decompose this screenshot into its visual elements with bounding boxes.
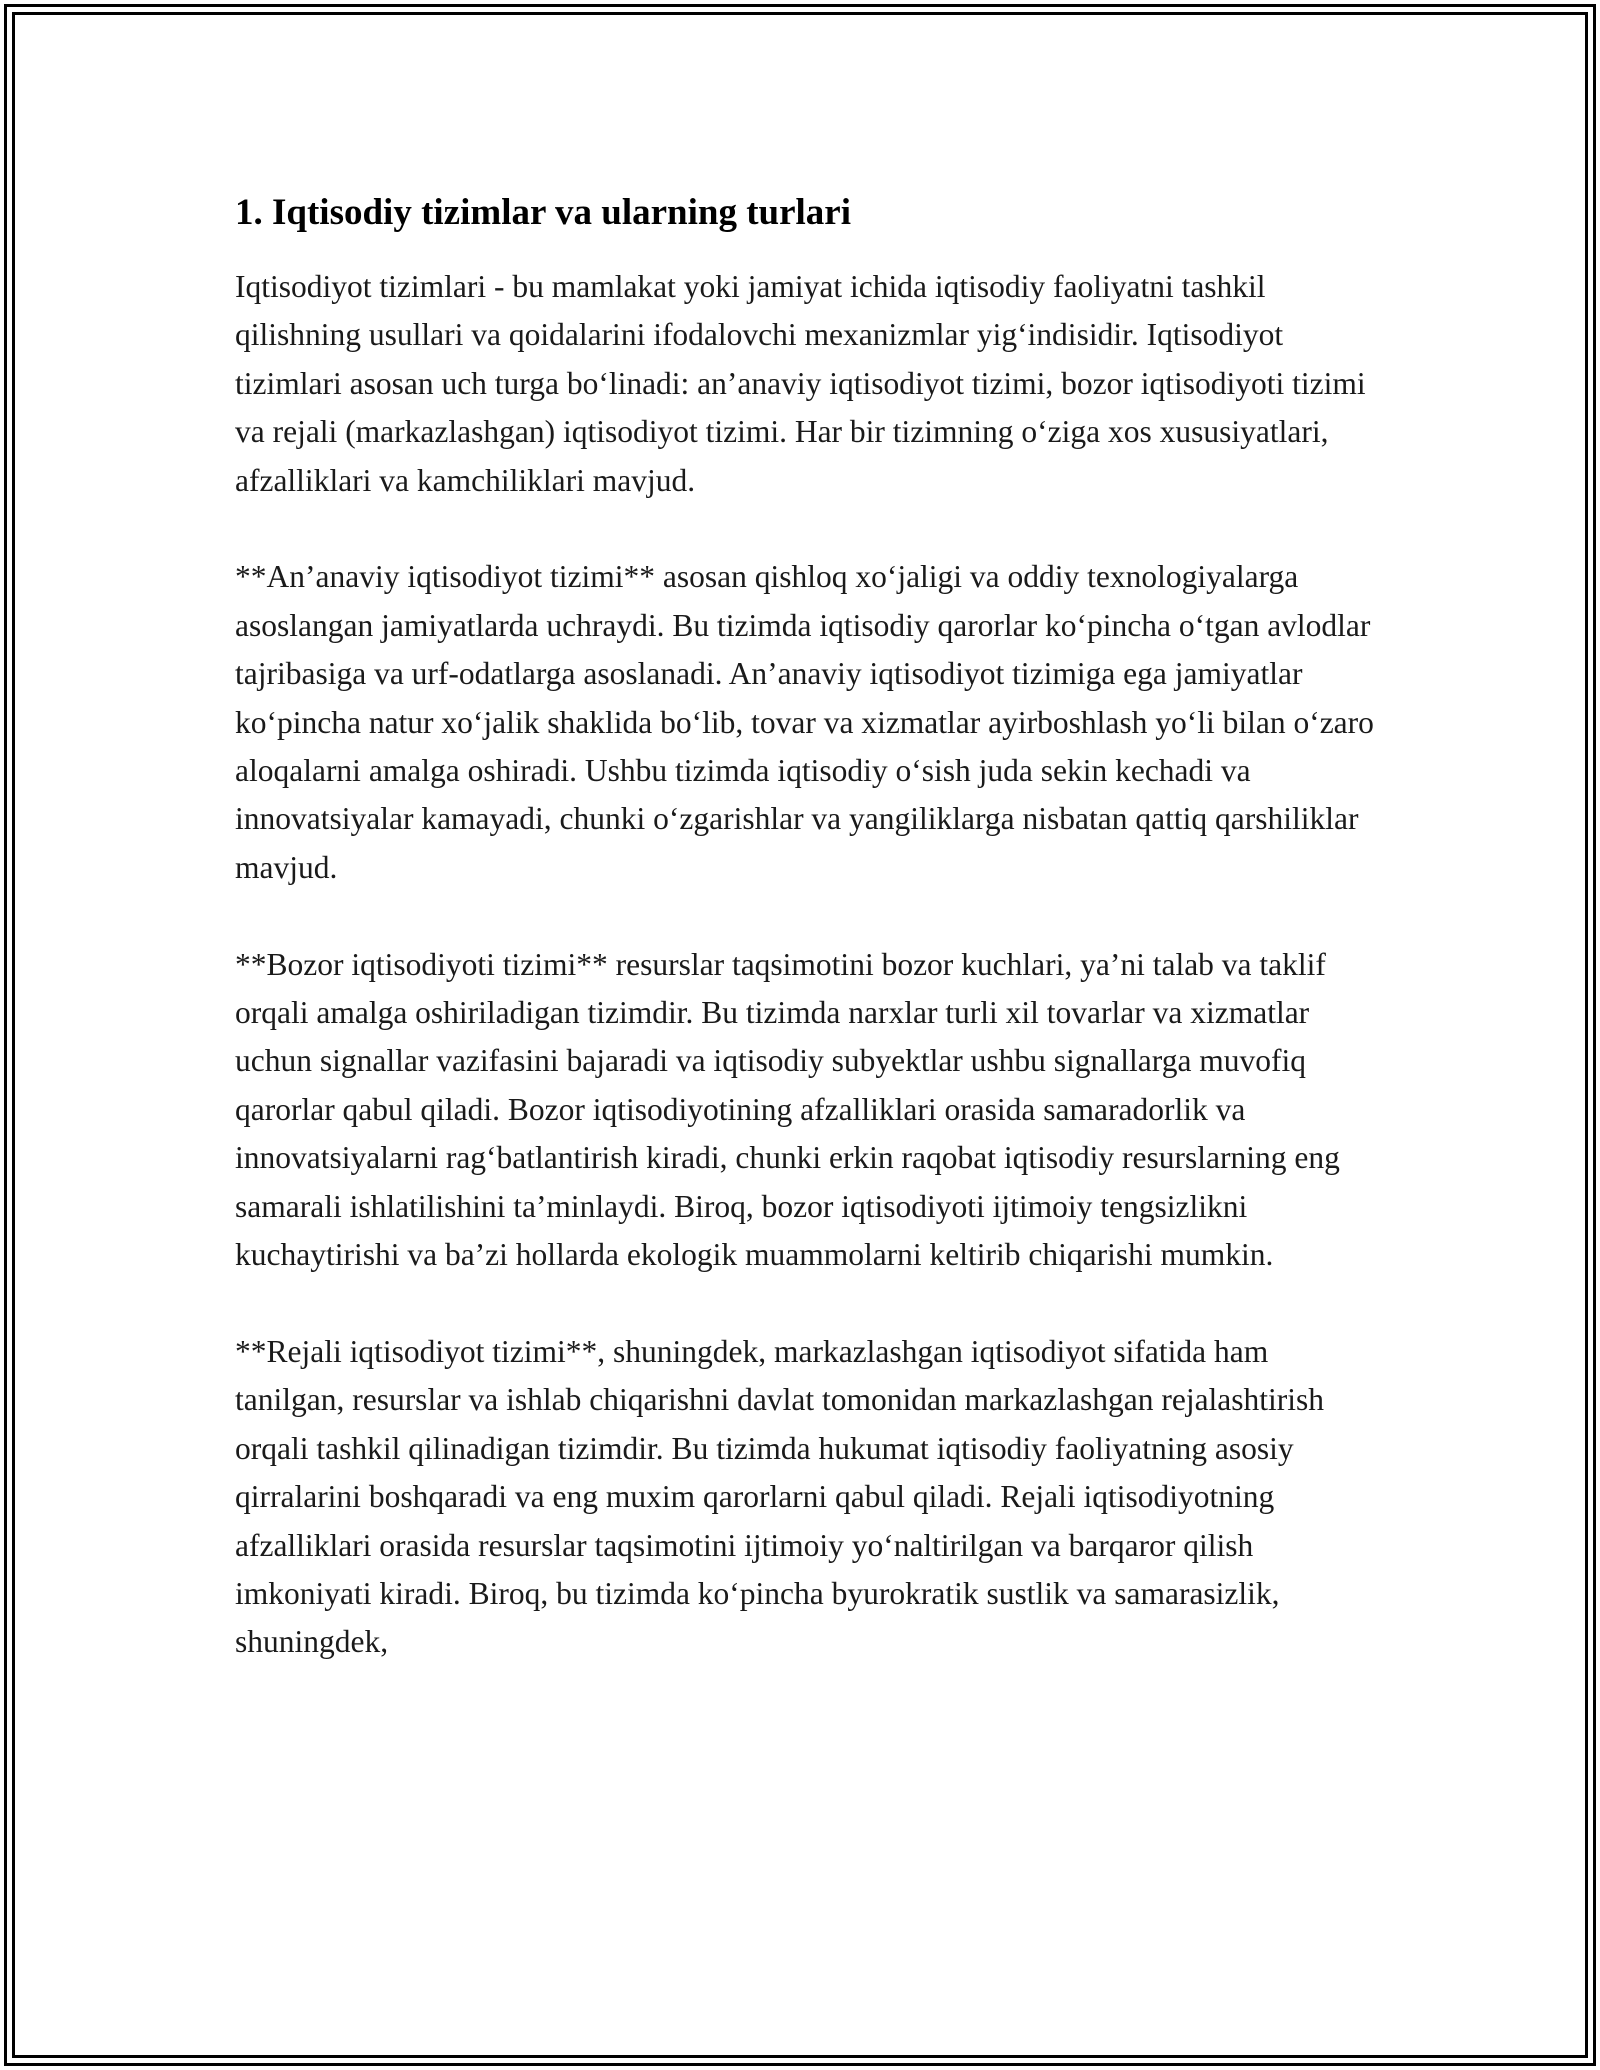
paragraph-market-economy: **Bozor iqtisodiyoti tizimi** resurslar taqsimotini bozor kuchlari, ya’ni talab va taklif orqali amalga oshiriladigan tizimdir. Bu tizimda narxlar turli xil tovarlar va xizmatlar uchun signallar vazifasini bajaradi va iqtisodiy subyektlar ushbu signallarga muvofiq qarorlar qabul qiladi. Bozor iqtisodiyotining afzalliklari orasida samaradorlik va innovatsiyalarni rag‘batlantirish kiradi, chunki erkin raqobat iqtisodiy resurslarning eng samarali ishlatilishini ta’minlaydi. Biroq, bozor iqtisodiyoti ijtimoiy tengsizlikni kuchaytirishi va ba’zi hollarda ekologik muammolarni keltirib chiqarishi mumkin. xyxy=(235,946,1340,1273)
paragraph-intro: Iqtisodiyot tizimlari - bu mamlakat yoki jamiyat ichida iqtisodiy faoliyatni tashkil qilishning usullari va qoidalarini ifodalovchi mexanizmlar yig‘indisidir. Iqtisodiyot tizimlari asosan uch turga bo‘linadi: an’anaviy iqtisodiyot tizimi, bozor iqtisodiyoti tizimi va rejali (markazlashgan) iqtisodiyot tizimi. Har bir tizimning o‘ziga xos xususiyatlari, afzalliklari va kamchiliklari mavjud. xyxy=(235,269,1366,498)
paragraph-planned-economy: **Rejali iqtisodiyot tizimi**, shuningdek, markazlashgan iqtisodiyot sifatida ham tanilgan, resurslar va ishlab chiqarishni davlat tomonidan markazlashgan rejalashtirish orqali tashkil qilinadigan tizimdir. Bu tizimda hukumat iqtisodiy faoliyatning asosiy qirralarini boshqaradi va eng muxim qarorlarni qabul qiladi. Rejali iqtisodiyotning afzalliklari orasida resurslar taqsimotini ijtimoiy yo‘naltirilgan va barqaror qilish imkoniyati kiradi. Biroq, bu tizimda ko‘pincha byurokratik sustlik va samarasizlik, shuningdek, xyxy=(235,1333,1325,1660)
section-heading: 1. Iqtisodiy tizimlar va ularning turlari xyxy=(235,192,852,233)
document-body xyxy=(235,185,1375,1715)
paragraph-traditional-economy: **An’anaviy iqtisodiyot tizimi** asosan qishloq xo‘jaligi va oddiy texnologiyalarga asoslangan jamiyatlarda uchraydi. Bu tizimda iqtisodiy qarorlar ko‘pincha o‘tgan avlodlar tajribasiga va urf-odatlarga asoslanadi. An’anaviy iqtisodiyot tizimiga ega jamiyatlar ko‘pincha natur xo‘jalik shaklida bo‘lib, tovar va xizmatlar ayirboshlash yo‘li bilan o‘zaro aloqalarni amalga oshiradi. Ushbu tizimda iqtisodiy o‘sish juda sekin kechadi va innovatsiyalar kamayadi, chunki o‘zgarishlar va yangiliklarga nisbatan qattiq qarshiliklar mavjud. xyxy=(235,559,1374,885)
